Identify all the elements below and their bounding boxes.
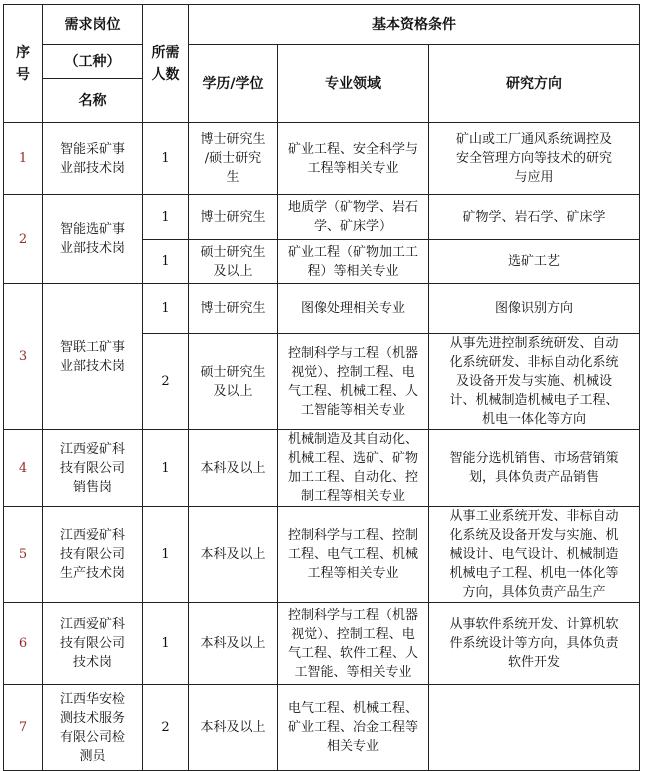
degree-cell <box>189 195 278 240</box>
degree-cell-line: 博士研究生 <box>200 301 266 316</box>
research-cell-line: 从事工业系统开发、非标自动 <box>449 509 619 524</box>
degree-cell-line: 本科及以上 <box>200 720 266 735</box>
field-cell <box>278 430 429 507</box>
post-cell-line: 技有限公司 <box>59 636 125 651</box>
field-cell-line: 电气工程、机械工程、 <box>287 701 418 716</box>
degree-cell <box>189 507 278 603</box>
post-cell-line: 江西爱矿科 <box>59 441 125 457</box>
header-degree: 学历/学位 <box>189 45 278 123</box>
field-cell-line: 矿业工程、冶金工程等 <box>287 720 418 735</box>
degree-cell <box>189 123 278 195</box>
seq-cell: 6 <box>4 603 43 685</box>
research-cell-line: 械设计、电气设计、机械制造 <box>449 547 619 562</box>
count-cell: 1 <box>143 603 189 685</box>
field-cell-line: 工智能等相关专业 <box>300 402 405 418</box>
post-cell <box>43 507 143 603</box>
field-cell-line: 控制科学与工程（机器 <box>287 345 418 361</box>
post-cell <box>43 685 143 771</box>
field-cell-line: 地质学（矿物学、岩石 <box>287 200 418 215</box>
degree-cell <box>189 685 278 771</box>
field-cell-line: 控制科学与工程、控制 <box>287 528 418 543</box>
research-cell-line: 及设备开发与实施、机械设 <box>455 374 612 389</box>
research-cell-line: 从事先进控制系统研发、自动 <box>449 336 619 351</box>
research-cell <box>429 603 640 685</box>
field-cell-line: 程）等相关专业 <box>307 263 399 279</box>
recruitment-table <box>3 4 640 771</box>
field-cell-line: 工程等相关专业 <box>307 160 399 176</box>
research-cell-line: 件系统设计等方向，具体负责 <box>449 636 619 651</box>
field-cell-line: 矿业工程（矿物加工工 <box>287 244 418 260</box>
research-cell-line: 矿山或工厂通风系统调控及 <box>455 132 612 147</box>
degree-cell-line: 硕士研究生 <box>200 244 266 260</box>
field-cell <box>278 603 429 685</box>
post-cell-line: 技有限公司 <box>59 547 125 562</box>
field-cell-line: 工程等相关专业 <box>307 566 399 581</box>
degree-cell-line: 生 <box>226 170 240 185</box>
research-cell-line: 选矿工艺 <box>507 254 560 269</box>
research-cell-line: 方向，具体负责产品生产 <box>462 585 606 600</box>
field-cell-line: 相关专业 <box>326 739 379 754</box>
count-cell: 1 <box>143 123 189 195</box>
seq-cell: 5 <box>4 507 43 603</box>
degree-cell <box>189 284 278 334</box>
degree-cell-line: 及以上 <box>213 383 253 399</box>
count-cell: 1 <box>143 240 189 284</box>
research-cell <box>429 123 640 195</box>
post-cell-line: 业部技术岗 <box>59 160 125 176</box>
degree-cell-line: 本科及以上 <box>200 636 266 651</box>
post-cell-line: 江西华安检 <box>59 691 125 707</box>
post-cell-line: 江西爱矿科 <box>59 617 125 632</box>
post-cell-line: 智能选矿事 <box>59 222 125 237</box>
seq-cell: 4 <box>4 430 43 507</box>
field-cell <box>278 685 429 771</box>
post-cell <box>43 284 143 430</box>
field-cell-line: 视觉）、控制工程、电 <box>291 626 415 642</box>
seq-cell: 2 <box>4 195 43 284</box>
research-cell-line: 智能分选机销售、市场营销策 <box>449 451 619 466</box>
field-cell-line: 机械制造及其自动化、 <box>287 432 418 447</box>
research-cell <box>429 507 640 603</box>
post-cell-line: 有限公司检 <box>59 729 125 745</box>
field-cell-line: 控制科学与工程（机器 <box>287 607 418 623</box>
count-cell: 1 <box>143 507 189 603</box>
degree-cell-line: 博士研究生 <box>200 132 266 147</box>
research-cell-line: 划，具体负责产品销售 <box>468 470 599 485</box>
header-post-title: 需求岗位 <box>43 5 143 45</box>
post-cell-line: 技有限公司 <box>59 460 125 476</box>
header-post-type: （工种） <box>43 45 143 79</box>
post-cell <box>43 430 143 507</box>
post-cell-line: 智联工矿事 <box>59 339 125 355</box>
field-cell-line: 矿业工程、安全科学与 <box>287 141 418 157</box>
table-row <box>4 195 640 240</box>
field-cell-line: 工程、电气工程、机械 <box>287 547 418 562</box>
research-cell <box>429 685 640 771</box>
table-row <box>4 284 640 334</box>
table-row <box>4 430 640 507</box>
degree-cell <box>189 240 278 284</box>
post-cell-line: 江西爱矿科 <box>59 528 125 543</box>
research-cell-line: 计、机械制造机械电子工程、 <box>449 393 619 408</box>
post-cell <box>43 195 143 284</box>
post-cell <box>43 123 143 195</box>
post-cell-line: 测技术服务 <box>59 710 125 726</box>
post-cell-line: 业部技术岗 <box>59 241 125 256</box>
post-cell-line: 智能采矿事 <box>59 141 125 157</box>
research-cell-line: 矿物学、岩石学、矿床学 <box>462 209 606 225</box>
count-cell: 1 <box>143 195 189 240</box>
field-cell <box>278 195 429 240</box>
table-row <box>4 123 640 195</box>
header-seq: 序 号 <box>4 5 43 123</box>
degree-cell-line: 硕士研究生 <box>200 364 266 380</box>
degree-cell-line: 本科及以上 <box>200 547 266 562</box>
header-count: 所需 人数 <box>143 5 189 123</box>
degree-cell-line: /硕士研究 <box>204 151 262 166</box>
research-cell-line: 化系统及设备开发与实施、机 <box>449 528 619 543</box>
research-cell-line: 与应用 <box>514 170 554 185</box>
research-cell-line: 化系统研发、非标自动化系统 <box>449 355 619 370</box>
field-cell-line: 学、矿床学） <box>313 219 392 234</box>
research-cell <box>429 430 640 507</box>
seq-cell: 1 <box>4 123 43 195</box>
table-row <box>4 507 640 603</box>
count-cell: 2 <box>143 685 189 771</box>
research-cell-line: 图像识别方向 <box>494 301 573 316</box>
post-cell-line: 业部技术岗 <box>59 358 125 374</box>
degree-cell <box>189 430 278 507</box>
field-cell-line: 加工工程、自动化、控 <box>287 470 418 485</box>
research-cell <box>429 334 640 430</box>
research-cell <box>429 240 640 284</box>
post-cell-line: 生产技术岗 <box>59 566 125 581</box>
post-cell <box>43 603 143 685</box>
degree-cell <box>189 603 278 685</box>
degree-cell <box>189 334 278 430</box>
post-cell-line: 测员 <box>79 748 106 764</box>
degree-cell-line: 及以上 <box>213 263 253 279</box>
header-post-name: 名称 <box>43 79 143 123</box>
research-cell-line: 软件开发 <box>507 655 560 670</box>
research-cell-line: 机械电子工程、机电一体化等 <box>449 566 619 581</box>
header-research: 研究方向 <box>429 45 640 123</box>
field-cell <box>278 334 429 430</box>
field-cell-line: 图像处理相关专业 <box>300 301 405 316</box>
post-cell-line: 技术岗 <box>72 655 112 670</box>
research-cell <box>429 284 640 334</box>
table-row <box>4 685 640 771</box>
field-cell <box>278 240 429 284</box>
count-cell: 2 <box>143 334 189 430</box>
field-cell-line: 制工程等相关专业 <box>300 489 405 504</box>
field-cell <box>278 507 429 603</box>
field-cell-line: 气工程、软件工程、人 <box>287 645 418 661</box>
header-basic-qualifications: 基本资格条件 <box>189 5 640 45</box>
field-cell <box>278 123 429 195</box>
field-cell-line: 气工程、机械工程、人 <box>287 383 418 399</box>
degree-cell-line: 本科及以上 <box>200 460 266 476</box>
degree-cell-line: 博士研究生 <box>200 209 266 225</box>
field-cell-line: 工智能、等相关专业 <box>294 664 412 680</box>
research-cell-line: 安全管理方向等技术的研究 <box>455 151 612 166</box>
seq-cell: 7 <box>4 685 43 771</box>
research-cell-line: 机电一体化等方向 <box>481 412 586 427</box>
count-cell: 1 <box>143 284 189 334</box>
field-cell-line: 视觉）、控制工程、电 <box>291 364 415 380</box>
research-cell <box>429 195 640 240</box>
seq-cell: 3 <box>4 284 43 430</box>
count-cell: 1 <box>143 430 189 507</box>
field-cell <box>278 284 429 334</box>
header-field: 专业领域 <box>278 45 429 123</box>
post-cell-line: 销售岗 <box>72 479 112 495</box>
table-row <box>4 603 640 685</box>
field-cell-line: 机械工程、选矿、矿物 <box>287 451 418 466</box>
research-cell-line: 从事软件系统开发、计算机软 <box>449 617 619 632</box>
